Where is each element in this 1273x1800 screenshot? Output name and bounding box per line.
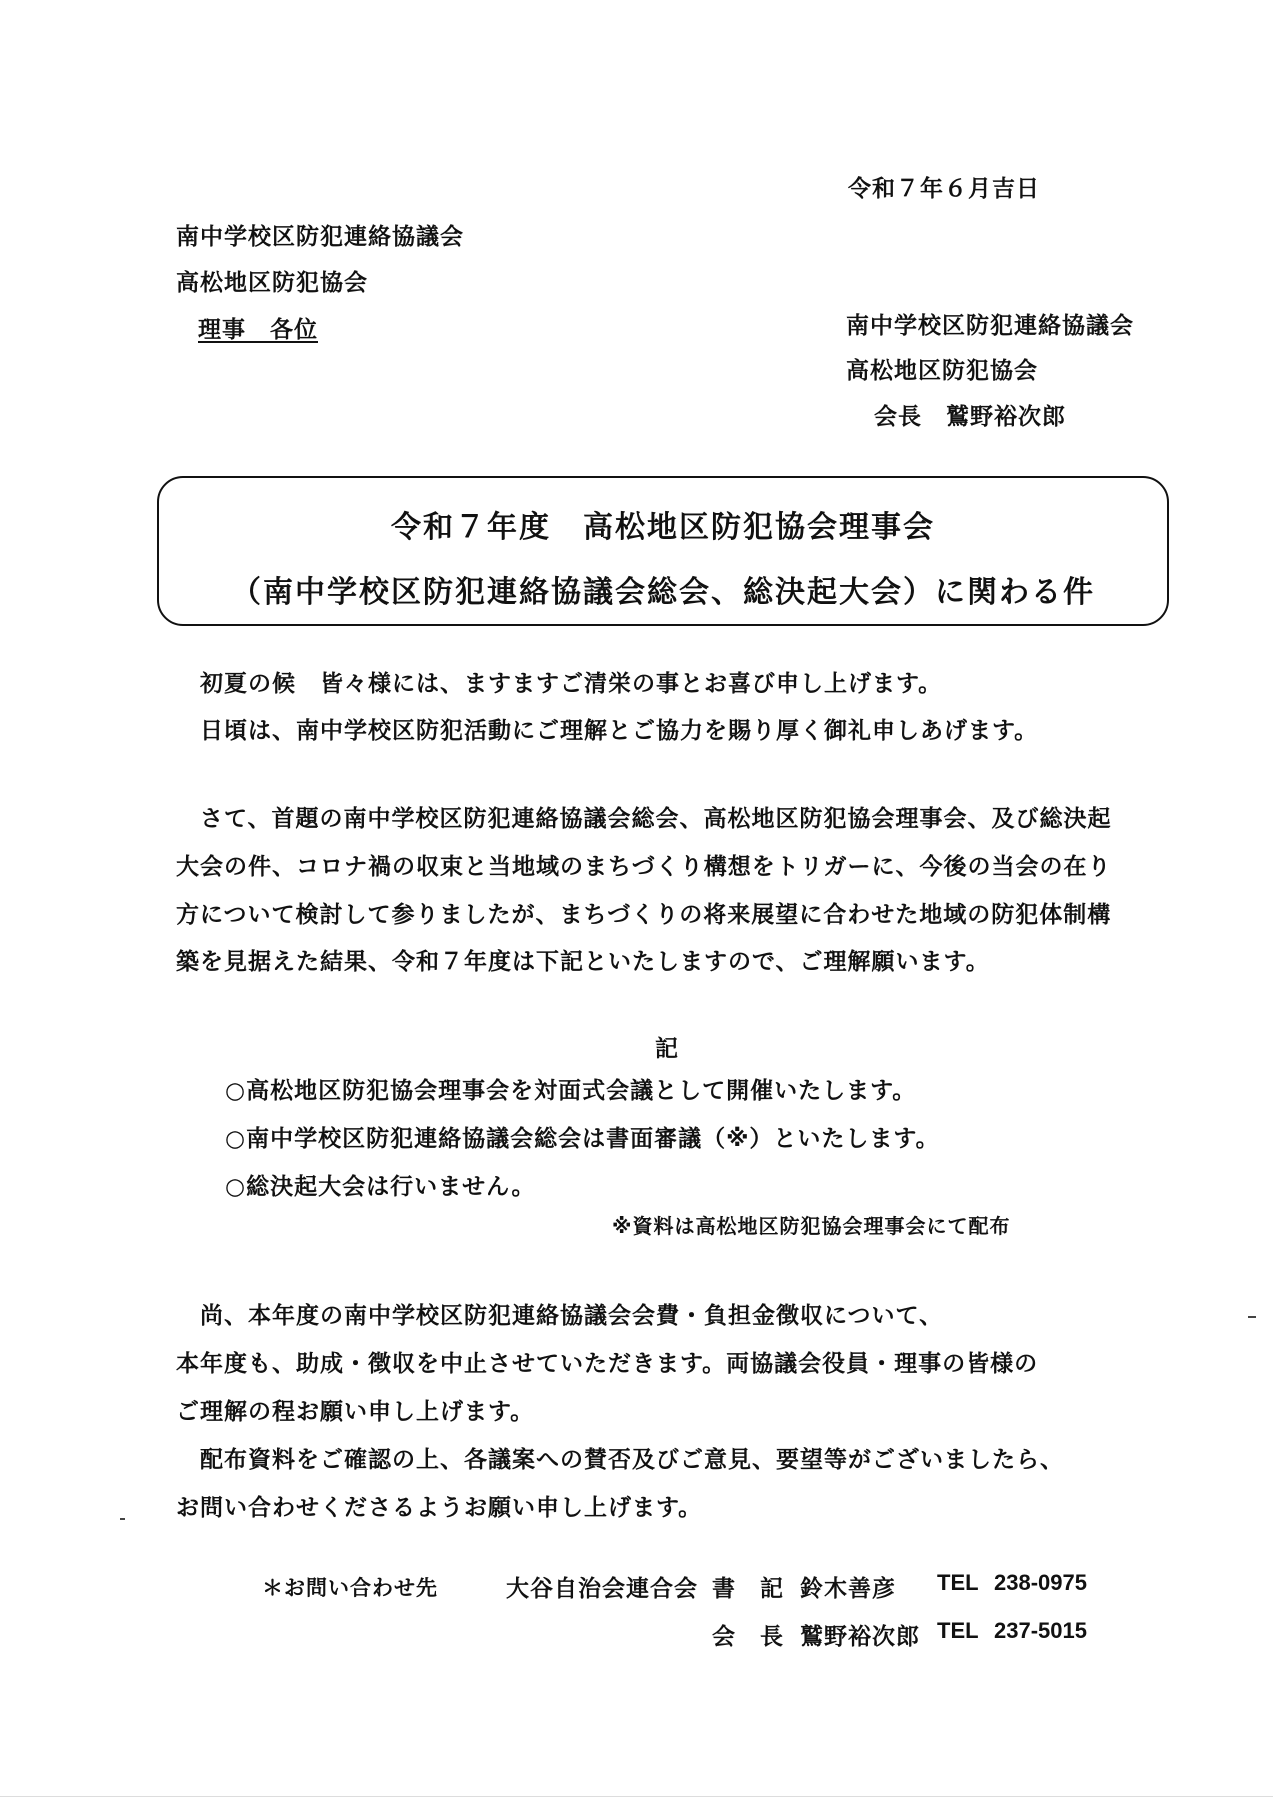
ki-heading: 記 — [655, 1036, 679, 1062]
list-item: ○南中学校区防犯連絡協議会総会は書面審議（※）といたします。 — [225, 1126, 940, 1152]
sender-line: 高松地区防犯協会 — [846, 358, 1038, 384]
title-line-1: 令和７年度 高松地区防犯協会理事会 — [391, 510, 935, 545]
recipient-line: 理事 各位 — [198, 317, 318, 343]
contact-tel: 237-5015 — [994, 1618, 1087, 1643]
contact-tel-label: TEL — [937, 1618, 979, 1643]
contact-name: 鷲野裕次郎 — [800, 1624, 920, 1650]
body-line: 本年度も、助成・徴収を中止させていただきます。両協議会役員・理事の皆様の — [176, 1351, 1039, 1377]
greeting-line: 日頃は、南中学校区防犯活動にご理解とご協力を賜り厚く御礼申しあげます。 — [200, 718, 1039, 744]
greeting-line: 初夏の候 皆々様には、ますますご清栄の事とお喜び申し上げます。 — [200, 671, 943, 697]
body-line: 配布資料をご確認の上、各議案への賛否及びご意見、要望等がございましたら、 — [200, 1447, 1064, 1473]
list-item: ○高松地区防犯協会理事会を対面式会議として開催いたします。 — [225, 1078, 917, 1104]
body-line: さて、首題の南中学校区防犯連絡協議会総会、高松地区防犯協会理事会、及び総決起 — [200, 806, 1112, 832]
scan-artifact — [120, 1518, 125, 1520]
sender-line: 会長 鷲野裕次郎 — [874, 404, 1066, 430]
contact-name: 鈴木善彦 — [800, 1576, 896, 1602]
contact-tel-label: TEL — [937, 1570, 979, 1595]
distribution-note: ※資料は高松地区防犯協会理事会にて配布 — [612, 1214, 1011, 1238]
contact-role: 書 記 — [712, 1576, 784, 1602]
title-box — [157, 476, 1169, 626]
body-line: 尚、本年度の南中学校区防犯連絡協議会会費・負担金徴収について、 — [200, 1303, 944, 1329]
scan-artifact — [1248, 1316, 1256, 1318]
body-line: 築を見据えた結果、令和７年度は下記といたしますので、ご理解願います。 — [176, 949, 990, 975]
body-line: 大会の件、コロナ禍の収束と当地域のまちづくり構想をトリガーに、今後の当会の在り — [176, 854, 1112, 880]
document-date: 令和７年６月吉日 — [848, 176, 1040, 202]
contact-role: 会 長 — [712, 1624, 784, 1650]
body-line: ご理解の程お願い申し上げます。 — [176, 1399, 535, 1425]
body-line: お問い合わせくださるようお願い申し上げます。 — [176, 1495, 703, 1521]
contact-label: ＊お問い合わせ先 — [262, 1576, 438, 1600]
list-item: ○総決起大会は行いません。 — [225, 1174, 536, 1200]
body-line: 方について検討して参りましたが、まちづくりの将来展望に合わせた地域の防犯体制構 — [176, 902, 1112, 928]
contact-tel: 238-0975 — [994, 1570, 1087, 1595]
recipient-line: 高松地区防犯協会 — [176, 270, 368, 296]
title-line-2: （南中学校区防犯連絡協議会総会、総決起大会）に関わる件 — [231, 575, 1095, 610]
recipient-line: 南中学校区防犯連絡協議会 — [176, 224, 464, 250]
contact-org: 大谷自治会連合会 — [506, 1576, 698, 1602]
sender-line: 南中学校区防犯連絡協議会 — [846, 313, 1134, 339]
scan-edge — [0, 1796, 1273, 1797]
